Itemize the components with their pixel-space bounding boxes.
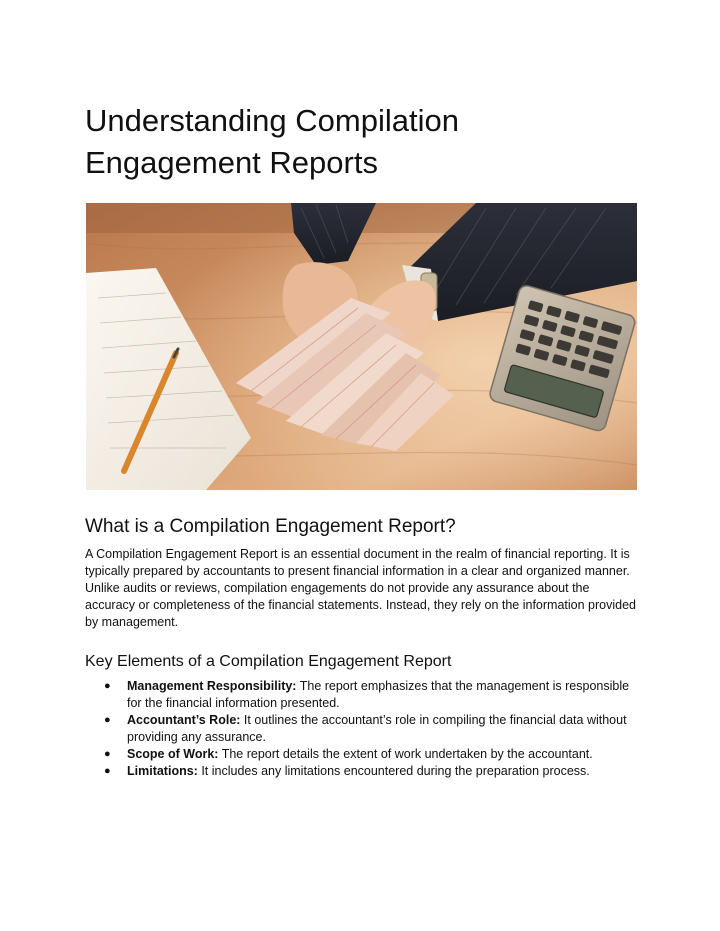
list-item <box>104 712 644 746</box>
list-item-text: The report emphasizes that the management is responsible for the financial information presented. <box>127 679 630 710</box>
list-item-term: Scope of Work: <box>127 747 219 761</box>
key-elements-list <box>104 678 644 780</box>
list-item-text: It outlines the accountant’s role in compiling the financial data without providing any assurance. <box>127 713 627 744</box>
hero-photo <box>86 203 637 490</box>
page-title <box>85 100 645 184</box>
list-item <box>104 746 644 763</box>
list-item-term: Accountant’s Role: <box>127 713 241 727</box>
bullet-icon: ● <box>104 765 111 777</box>
list-item-term: Management Responsibility: <box>127 679 297 693</box>
bullet-icon: ● <box>104 714 111 726</box>
intro-paragraph: A Compilation Engagement Report is an essential document in the realm of financial reporting. It is typically prepared by accountants to present financial information in a clear and organized manner. Unlike audits or reviews, compilation engagements do not provide any assurance about the accuracy or completeness of the financial statements. Instead, they rely on the information provided by management. <box>85 547 636 629</box>
list-item-text: The report details the extent of work undertaken by the accountant. <box>218 747 593 761</box>
page-title-line-1: Understanding Compilation <box>85 103 459 138</box>
list-item-term: Limitations: <box>127 764 198 778</box>
section-heading-key-elements: Key Elements of a Compilation Engagement Report <box>85 653 452 670</box>
section-heading-what-is: What is a Compilation Engagement Report? <box>85 516 456 537</box>
page-title-line-2: Engagement Reports <box>85 145 378 180</box>
list-item-text: It includes any limitations encountered during the preparation process. <box>197 764 590 778</box>
list-item <box>104 678 644 712</box>
list-item <box>104 763 644 780</box>
bullet-icon: ● <box>104 680 111 692</box>
bullet-icon: ● <box>104 748 111 760</box>
